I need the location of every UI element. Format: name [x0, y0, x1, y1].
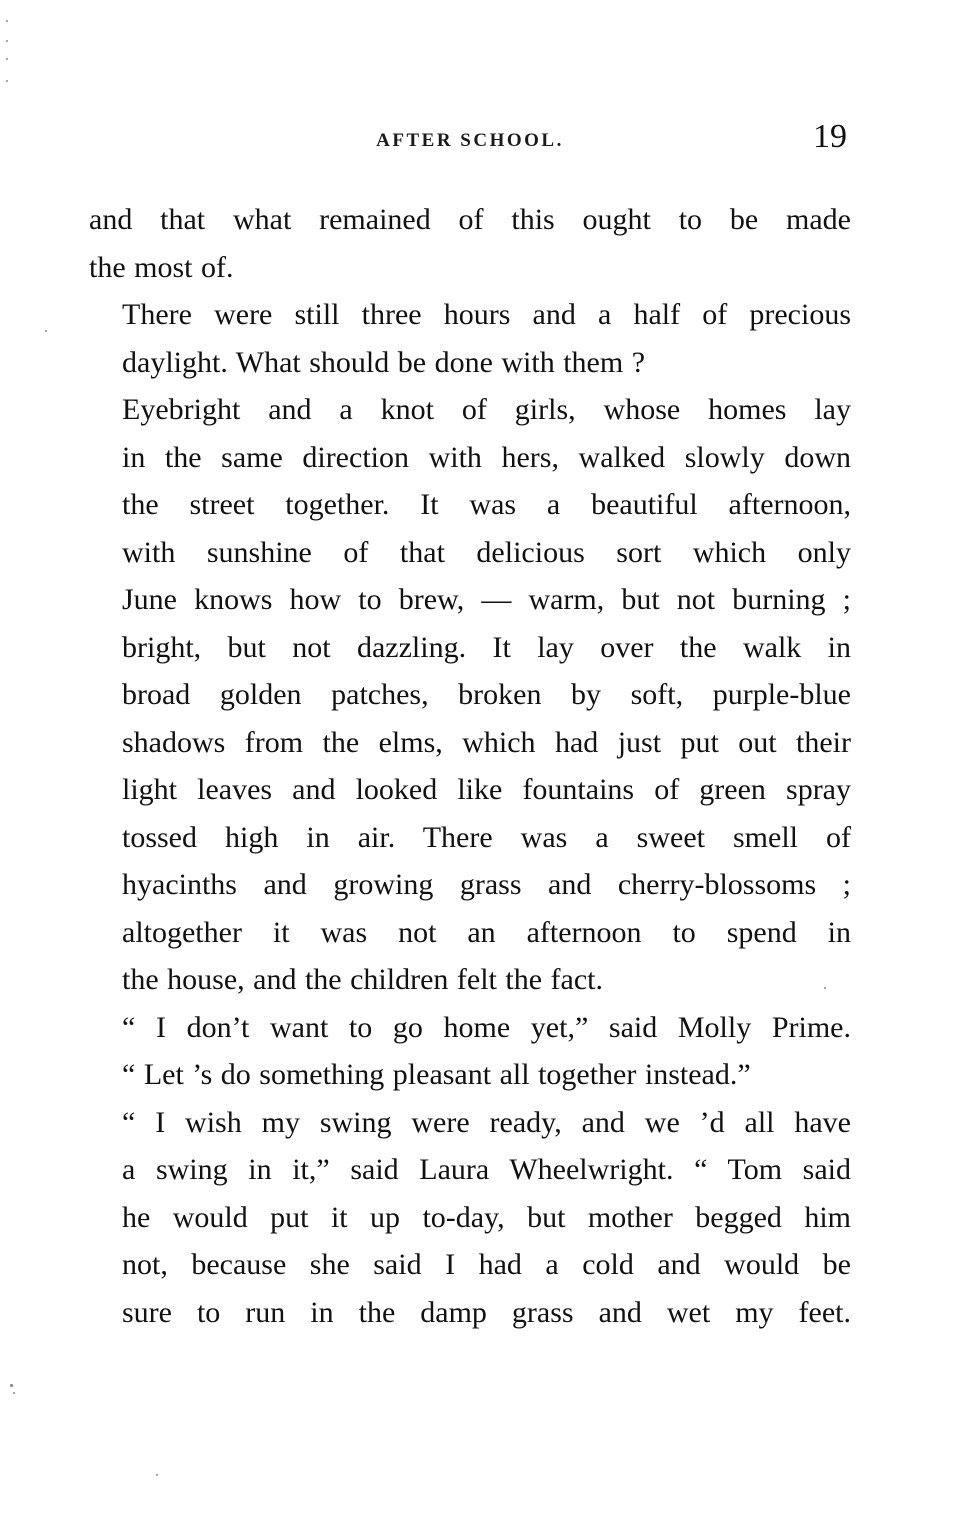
scan-speck — [6, 40, 8, 42]
text-line: a swing in it,” said Laura Wheelwright. “ Tom said — [122, 1153, 851, 1186]
page-number: 19 — [813, 118, 847, 155]
text-line: Eyebright and a knot of girls, whose homes lay — [122, 393, 851, 426]
running-head — [89, 118, 851, 158]
scan-speck — [6, 80, 8, 82]
text-line: There were still three hours and a half of precious — [122, 298, 851, 331]
text-line: and that what remained of this ought to be made — [89, 203, 851, 236]
scan-speck — [156, 1474, 158, 1476]
text-line: the most of. — [89, 250, 234, 284]
scan-speck — [6, 58, 8, 60]
text-line: “ I don’t want to go home yet,” said Molly Prime. — [122, 1010, 851, 1044]
text-line: the house, and the children felt the fact. — [122, 963, 603, 996]
paragraph — [89, 1099, 851, 1337]
scan-speck — [13, 1392, 15, 1394]
text-line: “ I wish my swing were ready, and we ’d all have — [122, 1105, 851, 1139]
body-text — [89, 196, 851, 1336]
text-line: daylight. What should be done with them ? — [122, 345, 646, 379]
text-line: with sunshine of that delicious sort which only — [122, 535, 851, 569]
text-line: sure to run in the damp grass and wet my feet. — [122, 1295, 851, 1329]
scan-speck — [10, 1384, 13, 1387]
text-line: tossed high in air. There was a sweet smell of — [122, 820, 851, 854]
scan-speck — [6, 20, 8, 22]
text-line: hyacinths and growing grass and cherry-blossoms ; — [122, 868, 851, 901]
text-line: bright, but not dazzling. It lay over the walk in — [122, 630, 851, 664]
paragraph — [89, 386, 851, 1004]
text-line: not, because she said I had a cold and would be — [122, 1248, 851, 1281]
paragraph — [89, 1004, 851, 1099]
paragraph — [89, 196, 851, 291]
scan-speck — [824, 987, 826, 989]
scan-speck — [45, 330, 47, 332]
text-line: “ Let ’s do something pleasant all together instead.” — [122, 1058, 751, 1091]
running-title: AFTER SCHOOL. — [376, 130, 564, 151]
text-line: in the same direction with hers, walked slowly down — [122, 440, 851, 474]
text-line: light leaves and looked like fountains of green spray — [122, 773, 851, 806]
text-line: June knows how to brew, — warm, but not burning ; — [122, 583, 851, 616]
paragraph — [89, 291, 851, 386]
text-line: shadows from the elms, which had just put out their — [122, 725, 851, 759]
text-line: he would put it up to-day, but mother begged him — [122, 1200, 851, 1234]
text-line: altogether it was not an afternoon to spend in — [122, 915, 851, 949]
text-line: broad golden patches, broken by soft, purple-blue — [122, 678, 851, 711]
text-line: the street together. It was a beautiful afternoon, — [122, 488, 851, 521]
